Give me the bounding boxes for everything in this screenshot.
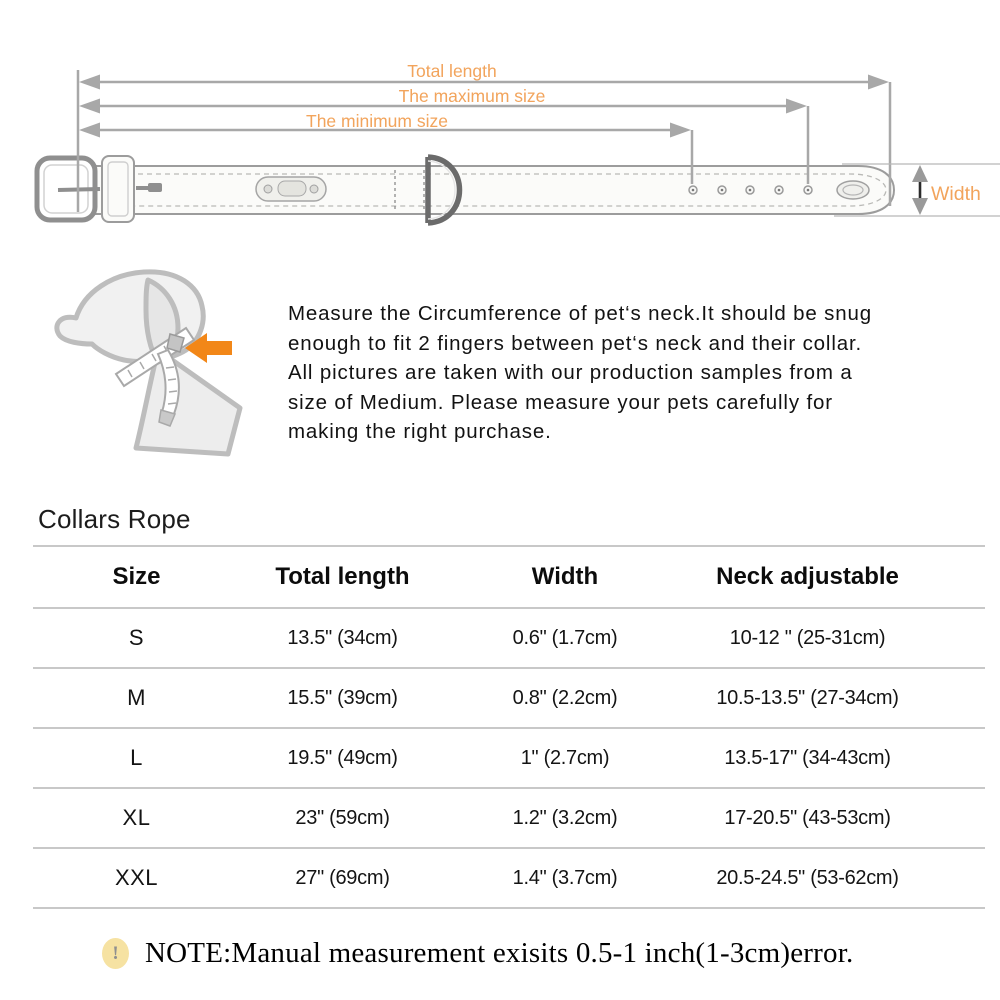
note-text: NOTE:Manual measurement exisits 0.5-1 inch(1-3cm)error. xyxy=(145,937,854,969)
instruction-line: making the right purchase. xyxy=(288,420,552,444)
cell-total-length: 23" (59cm) xyxy=(295,806,390,829)
measuring-instructions xyxy=(288,299,968,447)
cell-width: 1" (2.7cm) xyxy=(520,746,610,769)
maximum-size-label: The maximum size xyxy=(398,86,546,106)
cell-size: XL xyxy=(122,805,151,830)
cell-width: 1.2" (3.2cm) xyxy=(512,806,618,829)
cell-size: M xyxy=(127,685,146,710)
cell-width: 0.8" (2.2cm) xyxy=(512,686,618,709)
cell-neck: 20.5-24.5" (53-62cm) xyxy=(716,866,899,889)
note-row xyxy=(102,937,853,970)
cell-size: XXL xyxy=(114,865,159,890)
instruction-line: All pictures are taken with our production samples from a xyxy=(288,361,853,385)
header-width: Width xyxy=(531,563,599,590)
cell-total-length: 19.5" (49cm) xyxy=(287,746,398,769)
cell-width: 1.4" (3.7cm) xyxy=(512,866,618,889)
size-table xyxy=(33,545,985,909)
size-row-s xyxy=(33,607,985,667)
collar-measurement-diagram xyxy=(0,0,1000,252)
cell-neck: 10.5-13.5" (27-34cm) xyxy=(716,686,899,709)
width-label: Width xyxy=(931,183,981,205)
minimum-size-label: The minimum size xyxy=(306,111,448,131)
cell-neck: 17-20.5" (43-53cm) xyxy=(724,806,891,829)
collar-illustration xyxy=(37,156,894,223)
cell-width: 0.6" (1.7cm) xyxy=(512,626,618,649)
cell-size: S xyxy=(128,625,145,650)
header-size: Size xyxy=(112,563,161,590)
cell-neck: 10-12 " (25-31cm) xyxy=(729,626,886,649)
dog-measurement-illustration xyxy=(40,258,302,476)
cell-neck: 13.5-17" (34-43cm) xyxy=(724,746,891,769)
instruction-line: enough to fit 2 fingers between pet‘s neck and their collar. xyxy=(288,331,863,355)
size-row-m xyxy=(33,667,985,727)
cell-total-length: 13.5" (34cm) xyxy=(287,626,398,649)
collar-strap xyxy=(94,166,894,214)
size-row-l xyxy=(33,727,985,787)
size-row-xxl xyxy=(33,847,985,909)
collar-keeper-loop xyxy=(102,156,134,222)
size-row-xl xyxy=(33,787,985,847)
size-table-header-row xyxy=(33,545,985,607)
cell-total-length: 15.5" (39cm) xyxy=(287,686,398,709)
collar-prong-tip xyxy=(148,183,162,192)
collar-brand-plate xyxy=(256,177,326,201)
exclamation-icon: ! xyxy=(102,938,129,969)
cell-total-length: 27" (69cm) xyxy=(295,866,390,889)
header-total-length: Total length xyxy=(275,563,410,590)
cell-size: L xyxy=(130,745,143,770)
total-length-label: Total length xyxy=(407,61,497,81)
instruction-line: size of Medium. Please measure your pets carefully for xyxy=(288,390,833,414)
section-title: Collars Rope xyxy=(38,504,191,534)
collar-end-tag xyxy=(837,181,869,199)
header-neck-adjustable: Neck adjustable xyxy=(716,563,899,590)
instruction-line: Measure the Circumference of pet‘s neck.It should be snug xyxy=(288,302,873,325)
